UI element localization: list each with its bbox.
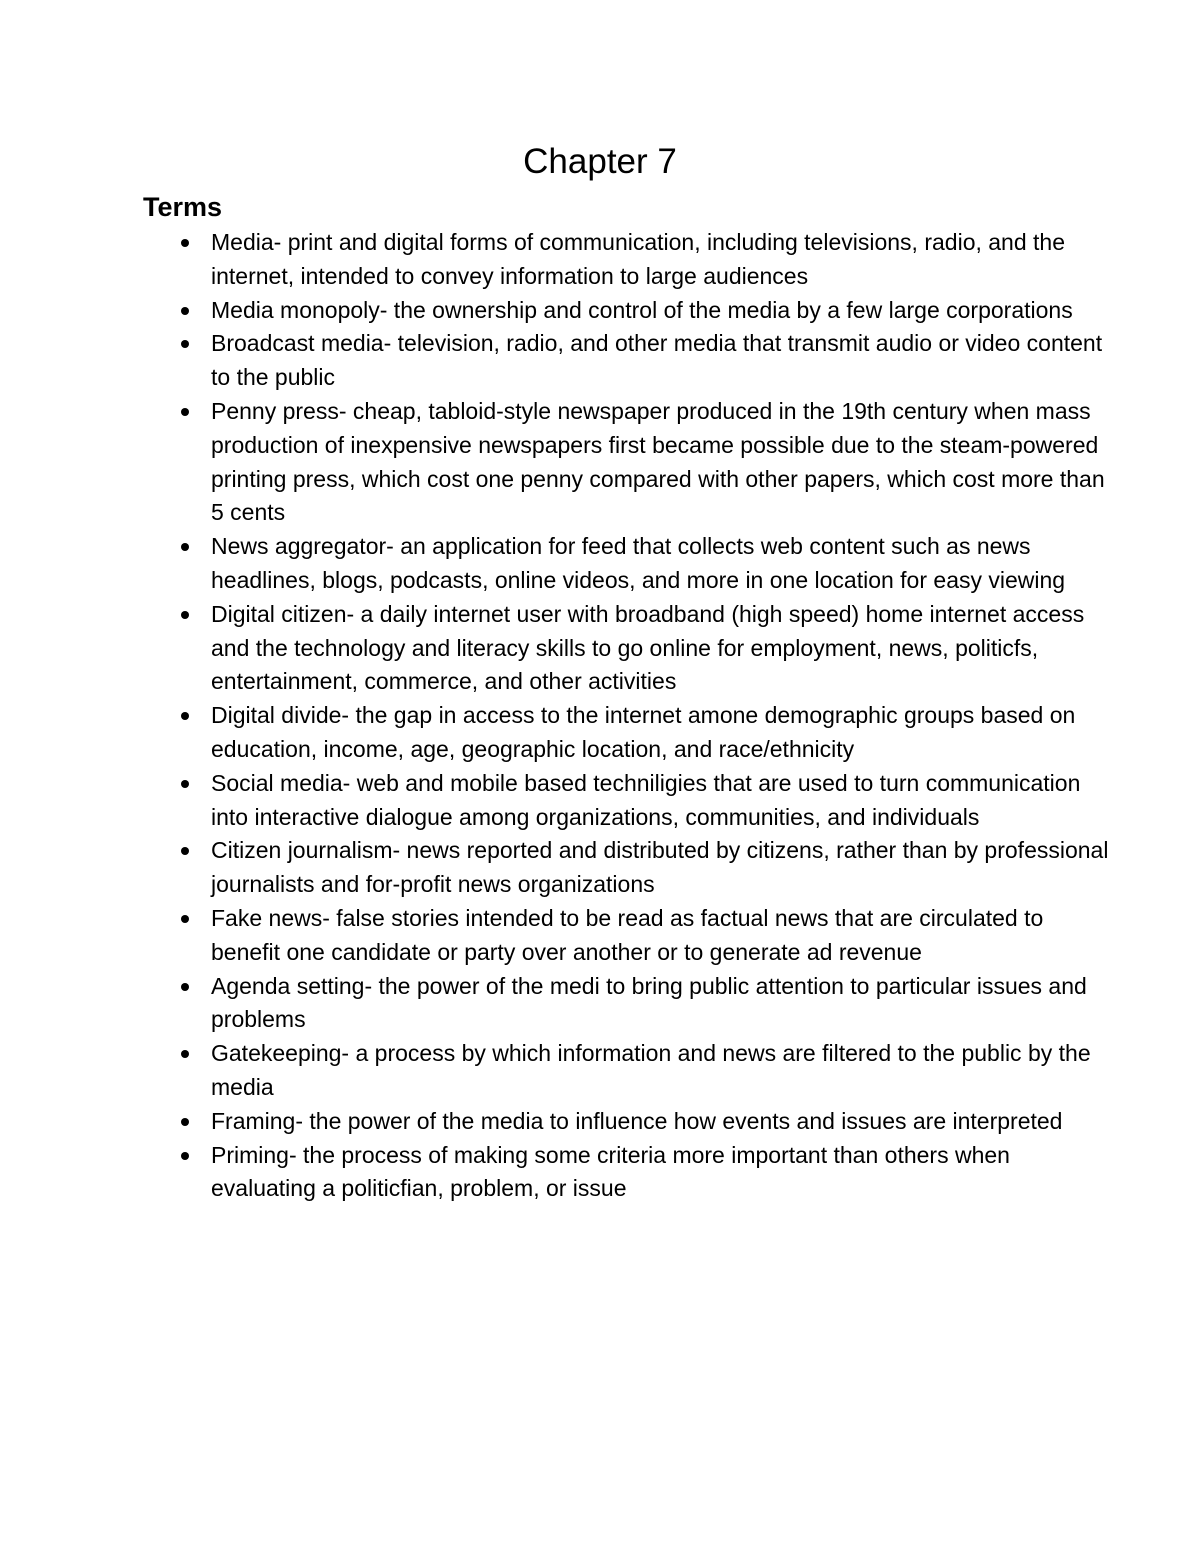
list-item	[211, 767, 1111, 835]
section-heading-terms: Terms	[143, 192, 223, 222]
term-text: News aggregator- an application for feed that collects web content such as news headlines, blogs, podcasts, online videos, and more in one location for easy viewing	[211, 533, 1066, 593]
list-item	[211, 226, 1111, 294]
list-item	[211, 902, 1111, 970]
list-item	[211, 530, 1111, 598]
term-text: Agenda setting- the power of the medi to bring public attention to particular issues and problems	[211, 972, 1087, 1033]
term-text: Fake news- false stories intended to be read as factual news that are circulated to benefit one candidate or party over another or to generate ad revenue	[211, 904, 1044, 965]
terms-list	[211, 226, 1111, 1206]
list-item	[211, 395, 1111, 530]
chapter-title: Chapter 7	[523, 142, 677, 181]
term-text: Penny press- cheap, tabloid-style newspaper produced in the 19th century when mass production of inexpensive newspapers first became possible due to the steam-powered printing press, which cost one penny compared with other papers, which cost more than 5 cents	[211, 397, 1105, 526]
bullet-icon	[181, 712, 189, 720]
term-text: Digital divide- the gap in access to the internet amone demographic groups based on education, income, age, geographic location, and race/ethnicity	[211, 702, 1076, 762]
list-item	[211, 699, 1111, 767]
term-text: Gatekeeping- a process by which information and news are filtered to the public by the media	[211, 1040, 1091, 1100]
bullet-icon	[181, 1050, 189, 1058]
term-text: Media- print and digital forms of communication, including televisions, radio, and the internet, intended to convey information to large audiences	[211, 229, 1065, 289]
term-text: Digital citizen- a daily internet user with broadband (high speed) home internet access and the technology and literacy skills to go online for employment, news, politicfs, entertainment, commerce, and other activities	[211, 600, 1085, 695]
list-item	[211, 1139, 1111, 1207]
bullet-icon	[181, 915, 189, 923]
list-item	[211, 327, 1111, 395]
term-text: Priming- the process of making some criteria more important than others when evaluating a politicfian, problem, or issue	[211, 1141, 1010, 1202]
bullet-icon	[181, 307, 189, 315]
bullet-icon	[181, 543, 189, 551]
list-item	[211, 834, 1111, 902]
bullet-icon	[181, 780, 189, 788]
list-item	[211, 1037, 1111, 1105]
term-text: Social media- web and mobile based techniligies that are used to turn communication into interactive dialogue among organizations, communities, and individuals	[211, 769, 1081, 830]
term-text: Framing- the power of the media to influence how events and issues are interpreted	[211, 1107, 1063, 1134]
list-item	[211, 598, 1111, 699]
term-text: Broadcast media- television, radio, and other media that transmit audio or video content to the public	[211, 330, 1103, 391]
list-item	[211, 970, 1111, 1038]
bullet-icon	[181, 847, 189, 855]
bullet-icon	[181, 611, 189, 619]
bullet-icon	[181, 1152, 189, 1160]
list-item	[211, 294, 1111, 328]
bullet-icon	[181, 408, 189, 416]
bullet-icon	[181, 340, 189, 348]
list-item	[211, 1105, 1111, 1139]
term-text: Citizen journalism- news reported and distributed by citizens, rather than by professional journalists and for-profit news organizations	[211, 837, 1109, 898]
bullet-icon	[181, 239, 189, 247]
term-text: Media monopoly- the ownership and control of the media by a few large corporations	[211, 296, 1073, 323]
bullet-icon	[181, 983, 189, 991]
bullet-icon	[181, 1118, 189, 1126]
